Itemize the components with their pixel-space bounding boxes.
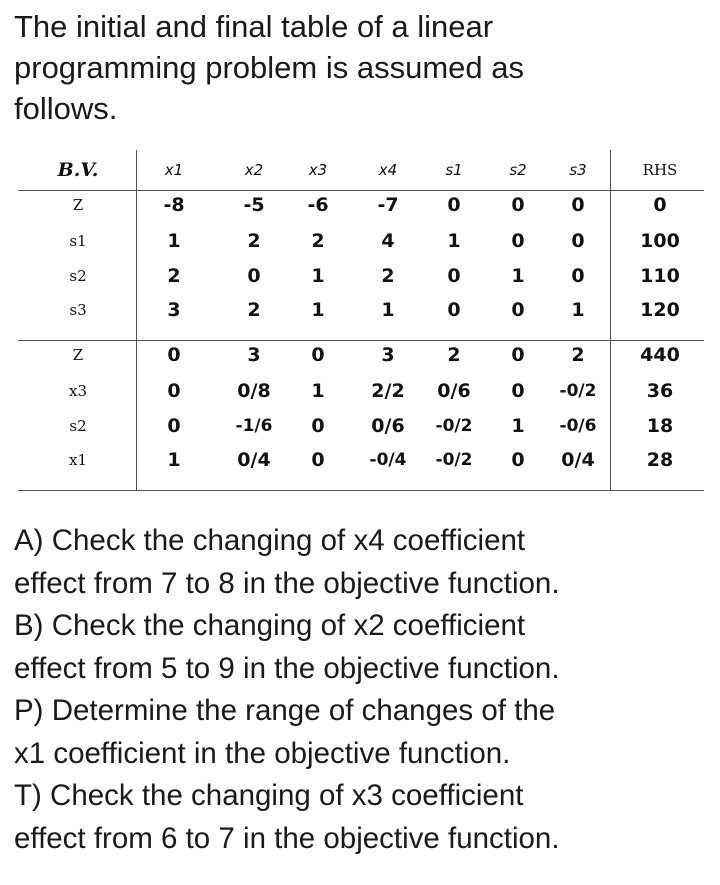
table-cell: -0/6 (559, 416, 597, 436)
table-cell: 0 (511, 344, 525, 366)
table-cell: -8 (163, 194, 185, 216)
table-cell: 0 (511, 194, 525, 216)
row-basic-variable: s2 (69, 267, 87, 285)
table-cell: 110 (640, 265, 680, 287)
question-b-line-1: B) Check the changing of x2 coefficient (14, 609, 526, 642)
table-cell: 0 (511, 230, 525, 252)
question-p-line-2: x1 coefficient in the objective function. (14, 736, 511, 770)
questions (14, 520, 714, 860)
table-cell: 440 (640, 344, 680, 366)
question-t-line-2: effect from 6 to 7 in the objective function. (14, 821, 560, 855)
header-rule (18, 190, 704, 191)
table-cell: 4 (381, 230, 395, 252)
table-cell: 0 (311, 344, 325, 366)
table-cell: 2 (381, 265, 395, 287)
row-basic-variable: x1 (68, 451, 88, 469)
table-cell: 3 (381, 344, 395, 366)
table-cell: 3 (247, 344, 261, 366)
question-a-line-1: A) Check the changing of x4 coefficient (14, 524, 526, 557)
row-basic-variable: x3 (68, 382, 88, 400)
bv-column-divider (136, 150, 137, 490)
column-header: RHS (642, 161, 678, 179)
table-cell: -0/4 (369, 450, 407, 470)
table-cell: 1 (167, 230, 181, 252)
table-cell: 0/4 (561, 449, 595, 471)
table-cell: 0 (311, 449, 325, 471)
simplex-table (18, 150, 704, 495)
table-cell: 0 (167, 344, 181, 366)
table-cell: 1 (311, 299, 325, 321)
intro-line-2: programming problem is assumed as (14, 50, 524, 85)
column-header: x1 (164, 161, 184, 179)
table-cell: 0/4 (237, 449, 271, 471)
table-cell: 1 (311, 380, 325, 402)
table-cell: 0/8 (237, 380, 271, 402)
table-cell: 100 (640, 230, 680, 252)
table-cell: 36 (646, 380, 674, 402)
table-cell: 0 (167, 380, 181, 402)
column-header: B.V. (57, 159, 99, 181)
row-basic-variable: Z (72, 196, 84, 214)
table-cell: -5 (243, 194, 265, 216)
table-cell: 2 (447, 344, 461, 366)
table-cell: 120 (640, 299, 680, 321)
table-cell: 0 (511, 380, 525, 402)
table-cell: 0 (571, 230, 585, 252)
table-cell: 2/2 (371, 380, 405, 402)
table-cell: -0/2 (559, 381, 597, 401)
table-cell: 2 (571, 344, 585, 366)
table-cell: 0 (167, 415, 181, 437)
table-cell: 0 (447, 299, 461, 321)
table-cell: 2 (311, 230, 325, 252)
table-cell: 0/6 (437, 380, 471, 402)
table-cell: 0 (447, 194, 461, 216)
table-cell: 2 (167, 265, 181, 287)
column-header: x4 (378, 161, 398, 179)
table-cell: 0 (653, 194, 667, 216)
table-cell: 3 (167, 299, 181, 321)
table-cell: 1 (447, 230, 461, 252)
question-p-line-1: P) Determine the range of changes of the (14, 694, 556, 727)
table-cell: 1 (381, 299, 395, 321)
column-header: x2 (244, 161, 264, 179)
table-cell: 0/6 (371, 415, 405, 437)
question-t-line-1: T) Check the changing of x3 coefficient (14, 779, 524, 812)
table-cell: 0 (247, 265, 261, 287)
table-cell: 2 (247, 230, 261, 252)
table-cell: 2 (247, 299, 261, 321)
table-cell: -7 (377, 194, 399, 216)
intro-line-3: follows. (14, 91, 118, 126)
table-cell: 0 (511, 449, 525, 471)
row-basic-variable: s2 (69, 417, 87, 435)
table-cell: 0 (311, 415, 325, 437)
table-cell: 0 (571, 194, 585, 216)
table-cell: 1 (167, 449, 181, 471)
table-cell: 0 (571, 265, 585, 287)
column-header: x3 (308, 161, 328, 179)
table-cell: 28 (646, 449, 674, 471)
table-cell: -6 (307, 194, 329, 216)
problem-intro (14, 6, 704, 129)
rhs-column-divider (610, 150, 611, 490)
table-cell: 1 (511, 265, 525, 287)
table-cell: 1 (511, 415, 525, 437)
table-cell: -1/6 (235, 416, 273, 436)
row-basic-variable: s1 (69, 232, 87, 250)
question-b-line-2: effect from 5 to 9 in the objective function. (14, 651, 560, 685)
table-cell: 1 (311, 265, 325, 287)
row-basic-variable: s3 (69, 301, 87, 319)
column-header: s1 (445, 161, 463, 179)
table-cell: 0 (511, 299, 525, 321)
bottom-rule (18, 490, 704, 491)
question-a-line-2: effect from 7 to 8 in the objective function. (14, 566, 560, 600)
table-cell: -0/2 (435, 416, 473, 436)
column-header: s2 (509, 161, 527, 179)
table-cell: 18 (646, 415, 674, 437)
table-cell: 0 (447, 265, 461, 287)
column-header: s3 (569, 161, 587, 179)
intro-line-1: The initial and final table of a linear (14, 9, 494, 44)
table-cell: 1 (571, 299, 585, 321)
section-divider (18, 340, 704, 341)
table-cell: -0/2 (435, 450, 473, 470)
row-basic-variable: Z (72, 346, 84, 364)
